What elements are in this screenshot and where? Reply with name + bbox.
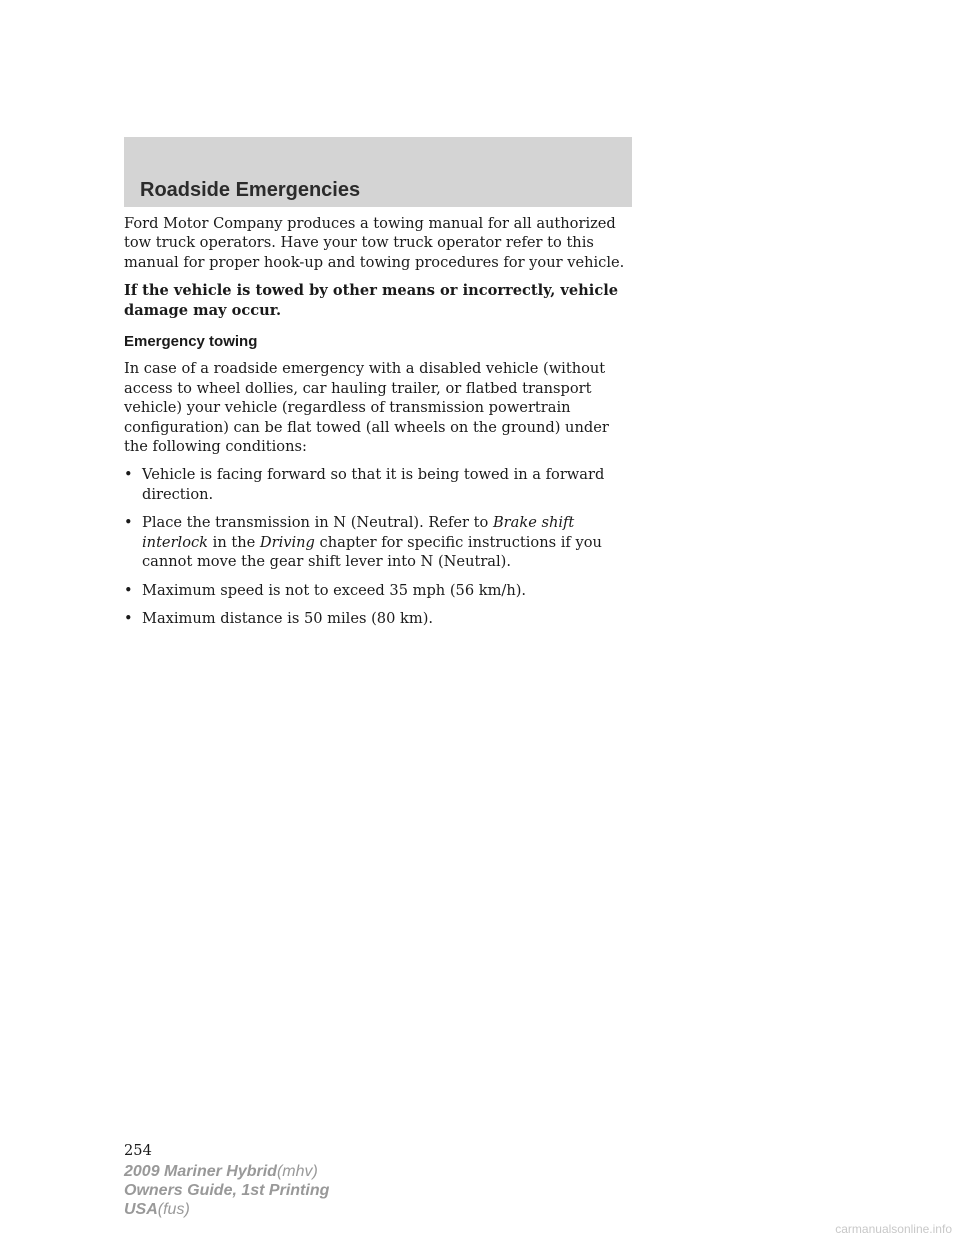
- page-number: 254: [124, 1142, 152, 1159]
- footer-model-code: (mhv): [276, 1163, 318, 1180]
- footer-line-3: [124, 1200, 329, 1219]
- intro-paragraph: Ford Motor Company produces a towing manual for all authorized tow truck operators. Have your tow truck operator refer to this manual for proper hook-up and towing procedures for your vehicle.: [124, 215, 625, 271]
- footer-printing: Owners Guide, 1st Printing: [124, 1182, 330, 1199]
- warning-paragraph: If the vehicle is towed by other means or incorrectly, vehicle damage may occur.: [124, 282, 619, 319]
- footer-line-2: [124, 1181, 329, 1200]
- section-title: Roadside Emergencies: [140, 179, 361, 201]
- footer-market: USA: [124, 1201, 158, 1218]
- cross-reference-brake-shift-interlock: Brake shift interlock: [142, 514, 575, 551]
- list-item-text: Maximum speed is not to exceed 35 mph (56 km/h).: [142, 581, 527, 599]
- list-item-text: Maximum distance is 50 miles (80 km).: [142, 609, 434, 627]
- cross-reference-driving: Driving: [259, 533, 315, 551]
- section-header-band: [124, 137, 632, 207]
- list-item: [124, 465, 634, 504]
- bullet-icon: •: [124, 609, 133, 627]
- document-footer: [124, 1162, 329, 1219]
- list-item-text: Place the transmission in N (Neutral). Refer to: [142, 514, 493, 532]
- watermark-link[interactable]: carmanualsonline.info: [835, 1222, 952, 1236]
- list-item: [124, 513, 634, 571]
- list-item: [124, 609, 634, 628]
- subheading-emergency-towing: Emergency towing: [124, 333, 258, 351]
- bullet-icon: •: [124, 514, 133, 532]
- list-item-text: in the: [208, 533, 260, 551]
- conditions-list: [124, 465, 634, 628]
- list-item: [124, 581, 634, 600]
- bullet-icon: •: [124, 466, 133, 484]
- page-content: [124, 214, 634, 637]
- list-item-text: Vehicle is facing forward so that it is being towed in a forward direction.: [142, 466, 605, 503]
- footer-market-code: (fus): [157, 1201, 190, 1218]
- footer-line-1: [124, 1162, 329, 1181]
- towing-conditions-paragraph: In case of a roadside emergency with a disabled vehicle (without access to wheel dollies, car hauling trailer, or flatbed transport vehicle) your vehicle (regardless of transmission powertrain configuration) can be flat towed (all wheels on the ground) under the following conditions:: [124, 360, 609, 456]
- bullet-icon: •: [124, 581, 133, 599]
- footer-model: 2009 Mariner Hybrid: [124, 1163, 277, 1180]
- list-item-text: chapter for specific instructions if you cannot move the gear shift lever into N (Neutral).: [142, 533, 602, 571]
